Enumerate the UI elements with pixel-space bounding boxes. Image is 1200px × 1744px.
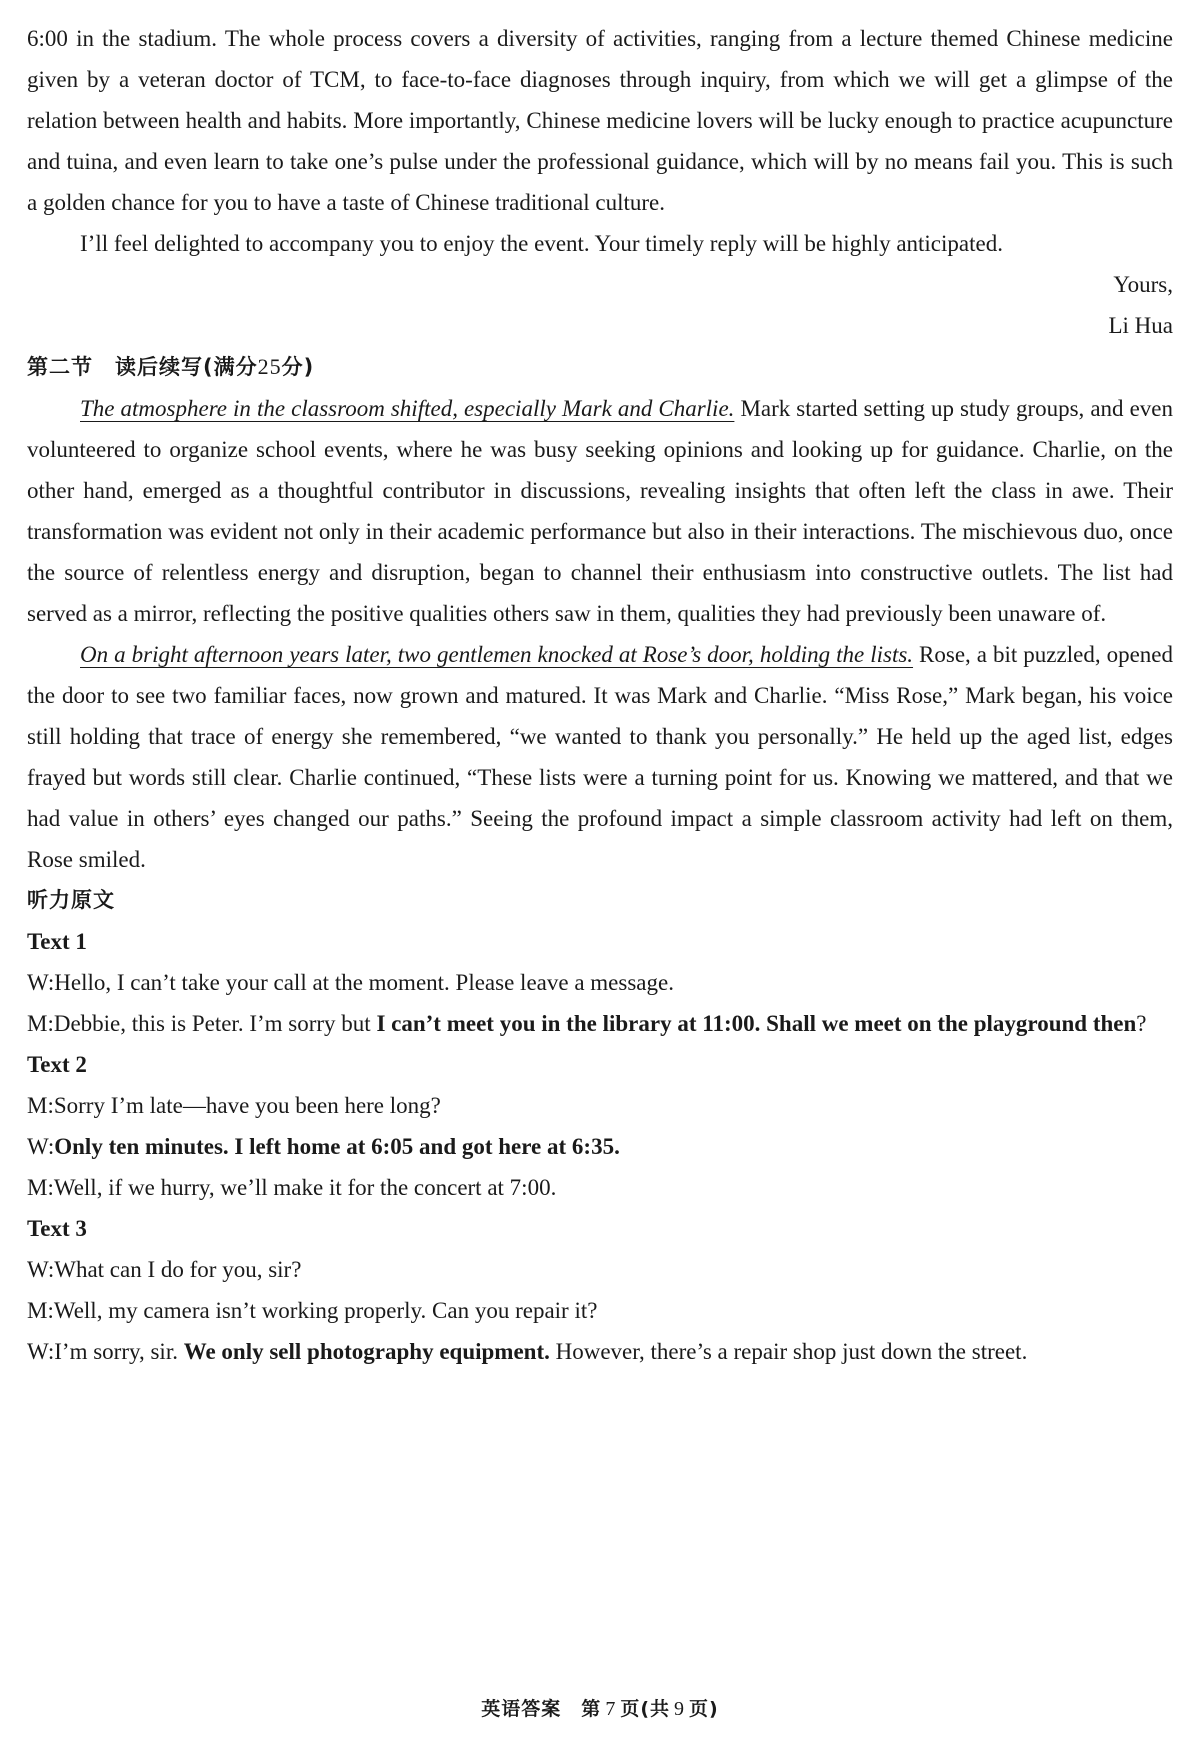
text-3-line-3-post: However, there’s a repair shop just down the street. (549, 1339, 1028, 1364)
text-2-line-3: M:Well, if we hurry, we’ll make it for the concert at 7:00. (27, 1175, 557, 1200)
text-1-label: Text 1 (27, 929, 87, 954)
footer-prefix: 英语答案 第 (481, 1698, 602, 1720)
section2-heading-score: 25 (257, 354, 282, 379)
continuation-lead-sentence-2: On a bright afternoon years later, two gentlemen knocked at Rose’s door, holding the lists. (80, 642, 914, 667)
section2-heading (27, 346, 1173, 388)
footer-total-pages: 9 (674, 1698, 685, 1720)
text-3-line-3-pre: W:I’m sorry, sir. (27, 1339, 184, 1364)
letter-closing: Yours, (1113, 272, 1173, 297)
text-1-line-2 (27, 1003, 1173, 1044)
text-2-line-2-pre: W: (27, 1134, 55, 1159)
text-1-answer-key: I can’t meet you in the library at 11:00. Shall we meet on the playground then (376, 1011, 1137, 1036)
text-3-answer-key: We only sell photography equipment. (183, 1339, 550, 1364)
footer-page-number: 7 (605, 1698, 617, 1720)
continuation-body-1: Mark started setting up study groups, and even volunteered to organize school events, where he was busy seeking opinions and looking up for guidance. Charlie, on the other hand, emerged as a thoughtful contributor in discussions, revealing insights that often left the class in awe. Their transformation was evident not only in their academic performance but also in their interactions. The mischievous duo, once the source of relentless energy and disruption, began to channel their enthusiasm into constructive outlets. The list had served as a mirror, reflecting the positive qualities others saw in them, qualities they had previously been unaware of. (27, 396, 1174, 626)
page-footer (0, 1694, 1200, 1721)
footer-end: 页) (689, 1698, 719, 1720)
letter-paragraph-2: I’ll feel delighted to accompany you to enjoy the event. Your timely reply will be highly anticipated. (80, 231, 1003, 256)
text-2-answer-key: Only ten minutes. I left home at 6:05 and got here at 6:35. (54, 1134, 620, 1159)
text-2-line-1: M:Sorry I’m late—have you been here long? (27, 1093, 441, 1118)
letter-signature: Li Hua (1108, 313, 1173, 338)
text-1-line-1: W:Hello, I can’t take your call at the moment. Please leave a message. (27, 970, 674, 995)
continuation-paragraph-2 (27, 634, 1173, 880)
footer-middle: 页(共 (620, 1698, 670, 1720)
continuation-lead-sentence-1: The atmosphere in the classroom shifted, especially Mark and Charlie. (80, 396, 735, 421)
answer-page (27, 18, 1173, 1372)
text-1-line-2-post: ? (1136, 1011, 1147, 1036)
continuation-paragraph-1 (27, 388, 1173, 634)
text-2-line-2 (27, 1126, 1173, 1167)
section2-heading-main: 第二节 读后续写(满分 (27, 355, 258, 379)
continuation-body-2: Rose, a bit puzzled, opened the door to see two familiar faces, now grown and matured. It was Mark and Charlie. “Miss Rose,” Mark began, his voice still holding that trace of energy she remembered, “we wanted to thank you personally.” He held up the aged list, edges frayed but words still clear. Charlie continued, “These lists were a turning point for us. Knowing we mattered, and that we had value in others’ eyes changed our paths.” Seeing the profound impact a simple classroom activity had left on them, Rose smiled. (27, 642, 1173, 872)
text-1-line-2-pre: M:Debbie, this is Peter. I’m sorry but (27, 1011, 377, 1036)
section2-heading-end: 分) (281, 355, 315, 379)
letter-paragraph-1: 6:00 in the stadium. The whole process covers a diversity of activities, ranging from a lecture themed Chinese medicine given by a veteran doctor of TCM, to face-to-face diagnoses through inquiry, from which we will get a glimpse of the relation between health and habits. More importantly, Chinese medicine lovers will be lucky enough to practice acupuncture and tuina, and even learn to take one’s pulse under the professional guidance, which will by no means fail you. This is such a golden chance for you to have a taste of Chinese traditional culture. (27, 26, 1173, 215)
listening-heading: 听力原文 (27, 888, 115, 912)
text-3-line-1: W:What can I do for you, sir? (27, 1257, 302, 1282)
text-3-line-2: M:Well, my camera isn’t working properly. Can you repair it? (27, 1298, 598, 1323)
text-2-label: Text 2 (27, 1052, 87, 1077)
text-3-line-3 (27, 1331, 1173, 1372)
text-3-label: Text 3 (27, 1216, 87, 1241)
